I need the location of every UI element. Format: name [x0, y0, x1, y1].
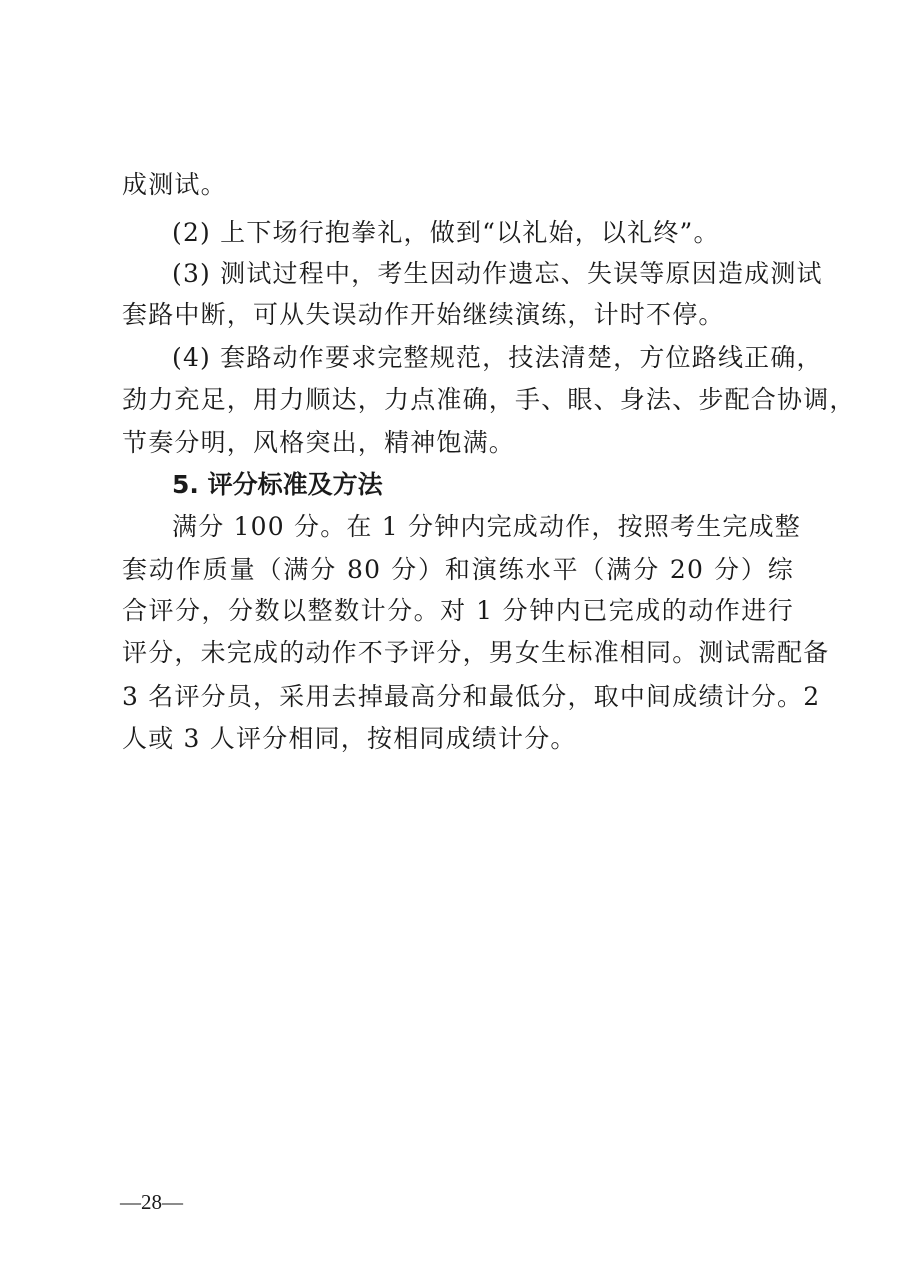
text-line-continuation: 成测试。: [122, 170, 227, 199]
page-number: —28—: [120, 1190, 183, 1214]
scoring-line-1: 满分 100 分。在 1 分钟内完成动作，按照考生完成整: [172, 512, 802, 541]
text-line-item-2: (2) 上下场行抱拳礼，做到“以礼始，以礼终”。: [172, 218, 720, 247]
text-line-item-3-cont: 套路中断，可从失误动作开始继续演练，计时不停。: [122, 300, 725, 329]
scoring-line-2: 套动作质量（满分 80 分）和演练水平（满分 20 分）综: [122, 555, 794, 584]
text-line-item-4-cont-2: 节奏分明，风格突出，精神饱满。: [122, 428, 516, 457]
text-line-item-3: (3) 测试过程中，考生因动作遗忘、失误等原因造成测试: [172, 259, 823, 288]
text-line-item-4: (4) 套路动作要求完整规范，技法清楚，方位路线正确，: [172, 343, 823, 372]
text-line-item-4-cont-1: 劲力充足，用力顺达，力点准确，手、眼、身法、步配合协调，: [122, 385, 856, 414]
scoring-line-5: 3 名评分员，采用去掉最高分和最低分，取中间成绩计分。2: [122, 682, 821, 711]
scoring-line-4: 评分，未完成的动作不予评分，男女生标准相同。测试需配备: [122, 638, 830, 667]
section-heading: 5. 评分标准及方法: [172, 470, 383, 499]
scoring-line-3: 合评分，分数以整数计分。对 1 分钟内已完成的动作进行: [122, 596, 794, 625]
scoring-line-6: 人或 3 人评分相同，按相同成绩计分。: [122, 724, 577, 753]
